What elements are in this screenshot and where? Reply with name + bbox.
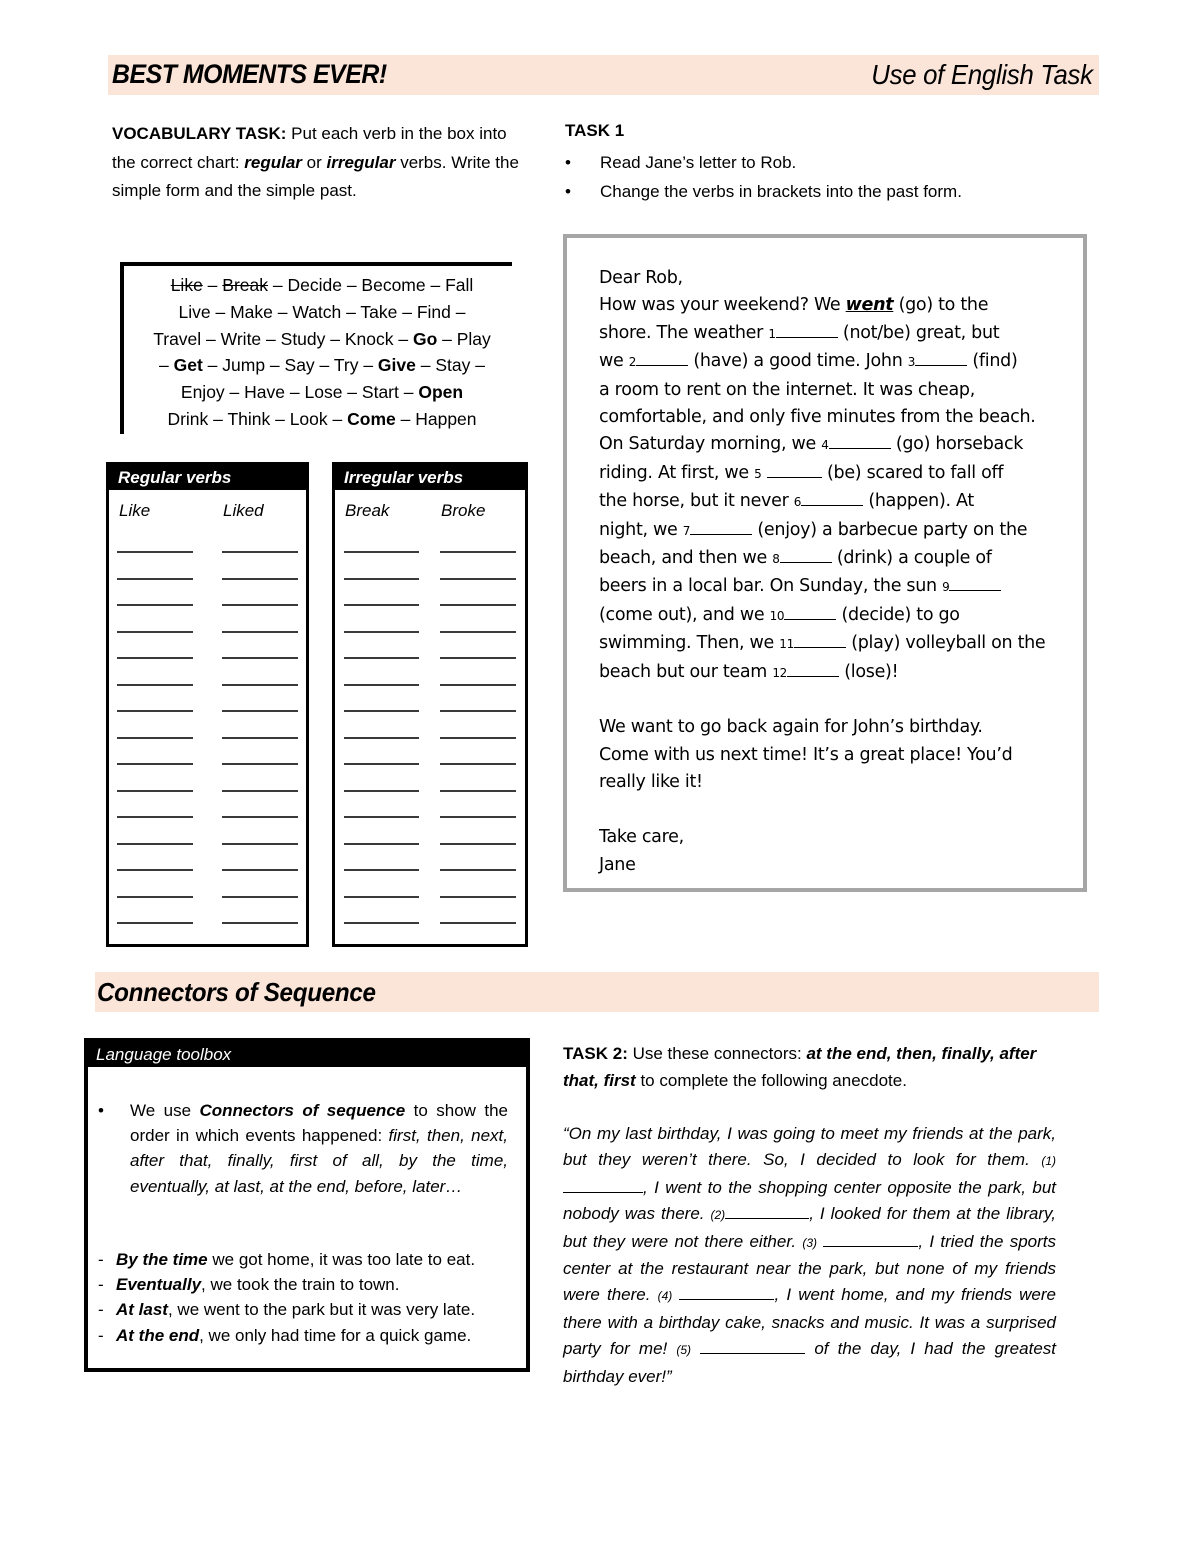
letter-line: [599, 517, 1079, 545]
answer-blank-line[interactable]: [222, 816, 298, 818]
story-text: , I went to the shopping center opposite the park, but nobody was there.: [563, 1177, 1056, 1224]
answer-blank-line[interactable]: [344, 657, 419, 659]
answer-blank-line[interactable]: [222, 710, 298, 712]
answer-blank-line[interactable]: [222, 922, 298, 924]
answer-blank-line[interactable]: [344, 790, 419, 792]
answer-blank-line[interactable]: [440, 896, 516, 898]
letter-text-segment: (be) scared to fall off: [821, 462, 1004, 483]
example-text: , we took the train to town.: [201, 1275, 400, 1295]
answer-blank[interactable]: [690, 520, 752, 535]
bullet-icon: •: [565, 153, 571, 172]
blank-number: 5: [754, 466, 762, 481]
task1-bullet-text: Change the verbs in brackets into the past form.: [600, 181, 962, 201]
answer-blank-line[interactable]: [222, 763, 298, 765]
toolbox-bullet-text: [98, 1098, 508, 1199]
blank-number: 11: [779, 637, 794, 652]
letter-text-segment: (enjoy) a barbecue party on the: [752, 519, 1028, 540]
task1-bullet-item: [565, 149, 962, 178]
verb-item: Stay: [435, 355, 471, 376]
answer-blank[interactable]: [636, 351, 688, 366]
example-connector: At the end: [116, 1325, 200, 1345]
example-answer: went: [845, 295, 894, 316]
dash-icon: -: [98, 1300, 104, 1320]
answer-blank-line[interactable]: [440, 710, 516, 712]
letter-text-segment: shore. The weather: [599, 322, 769, 343]
blank-number: 2: [628, 355, 637, 370]
task1-bullets: [565, 149, 962, 206]
toolbox-example: [98, 1297, 523, 1322]
answer-blank-line[interactable]: [344, 816, 419, 818]
irregular-keyword: irregular: [326, 152, 396, 172]
blank-number: (2): [710, 1208, 726, 1223]
blank-number: 12: [772, 665, 787, 680]
regular-verbs-header: Regular verbs: [109, 465, 306, 490]
example-connector: At last: [116, 1300, 168, 1320]
letter-text: [599, 265, 1079, 879]
blank-number: (1): [1041, 1154, 1056, 1169]
irregular-verbs-chart: [332, 462, 528, 947]
answer-blank-line[interactable]: [344, 604, 419, 606]
blank-number: 6: [793, 495, 802, 510]
letter-text-segment: (go) horseback: [890, 434, 1024, 455]
letter-text-segment: (have) a good time. John: [688, 351, 908, 372]
letter-text-segment: (drink) a couple of: [831, 548, 992, 569]
answer-blank[interactable]: [801, 491, 863, 506]
letter-line: [599, 573, 1079, 601]
section-title: Connectors of Sequence: [97, 977, 376, 1007]
letter-text-segment: How was your weekend? We: [599, 295, 846, 316]
answer-blank-line[interactable]: [344, 551, 419, 553]
answer-blank-line[interactable]: [344, 578, 419, 580]
answer-blank[interactable]: [794, 633, 846, 648]
verb-item: Open: [418, 382, 464, 403]
verb-item: Start: [361, 382, 399, 403]
verb-item: Travel: [153, 328, 202, 349]
letter-text-segment: riding. At first, we: [599, 462, 755, 483]
verb-item: Write: [220, 328, 262, 349]
letter-text-segment: (find): [967, 351, 1018, 372]
header-band: [108, 55, 1099, 95]
story-text: [672, 1285, 679, 1304]
answer-blank-line[interactable]: [222, 843, 298, 845]
letter-text-segment: (come out), and we: [599, 604, 770, 625]
letter-text-segment: we: [599, 351, 629, 372]
letter-text-segment: (lose)!: [839, 661, 899, 682]
example-text: we got home, it was too late to eat.: [207, 1250, 476, 1269]
example-text: , we only had time for a quick game.: [199, 1325, 472, 1345]
answer-blank-line[interactable]: [222, 869, 298, 871]
letter-closing-line: We want to go back again for John’s birthday.: [599, 717, 983, 738]
irregular-verbs-header: Irregular verbs: [335, 465, 525, 490]
verb-item: Have: [244, 382, 286, 403]
letter-line: [599, 292, 1079, 319]
answer-blank[interactable]: [725, 1204, 809, 1219]
blank-number: 1: [768, 326, 776, 341]
blank-number: 7: [682, 523, 691, 538]
toolbox-bullet-segment: to show the order in which events happened:: [130, 1101, 508, 1146]
vocabulary-instructions: [112, 120, 532, 206]
letter-line: [599, 320, 1079, 348]
blank-number: (3): [802, 1235, 818, 1250]
verb-item: Live: [178, 301, 211, 322]
verb-line: Live – Make – Watch – Take – Find –: [178, 301, 466, 322]
dash-icon: -: [98, 1250, 104, 1269]
answer-blank[interactable]: [787, 662, 839, 677]
answer-blank-line[interactable]: [117, 790, 193, 792]
verb-item: Come: [347, 408, 396, 429]
answer-blank-line[interactable]: [440, 551, 516, 553]
verb-item: Knock: [344, 328, 394, 349]
answer-blank-line[interactable]: [117, 737, 193, 739]
answer-blank-line[interactable]: [440, 790, 516, 792]
story-text: , I tried the sports center at the restaurant near the park, but none of my friends were there.: [563, 1231, 1056, 1305]
answer-blank-line[interactable]: [344, 869, 419, 871]
task1-bullet-item: [565, 178, 962, 207]
example-connector: By the time: [116, 1250, 208, 1269]
answer-blank-line[interactable]: [222, 604, 298, 606]
answer-blank-line[interactable]: [344, 684, 419, 686]
answer-blank-line[interactable]: [440, 869, 516, 871]
letter-line: [599, 488, 1079, 516]
toolbox-bullet: [98, 1098, 508, 1199]
letter-text-segment: (decide) to go: [836, 604, 960, 625]
regular-verbs-chart: [106, 462, 309, 947]
answer-blank-line[interactable]: [344, 710, 419, 712]
letter-text-segment: On Saturday morning, we: [599, 434, 822, 455]
toolbox-header: Language toolbox: [88, 1042, 526, 1067]
letter-line: [599, 404, 1079, 431]
letter-greeting: Dear Rob,: [599, 268, 683, 288]
answer-blank-line[interactable]: [440, 578, 516, 580]
answer-blank-line[interactable]: [440, 737, 516, 739]
letter-text-segment: night, we: [599, 519, 683, 540]
answer-blank-line[interactable]: [117, 631, 193, 633]
letter-line: [599, 630, 1079, 658]
letter-line: [599, 545, 1079, 573]
letter-text-segment: beach but our team: [599, 661, 773, 682]
verb-item: Drink: [167, 408, 209, 429]
task2-instruction-end: to complete the following anecdote.: [635, 1070, 907, 1090]
answer-blank-line[interactable]: [222, 684, 298, 686]
bullet-icon: •: [565, 181, 571, 201]
worksheet-subtitle: Use of English Task: [871, 59, 1093, 90]
verb-item: Break: [222, 275, 268, 295]
letter-body: [599, 292, 1079, 687]
answer-blank-line[interactable]: [117, 604, 193, 606]
answer-blank-line[interactable]: [117, 578, 193, 580]
letter-line: [599, 377, 1079, 404]
verb-item: Play: [456, 328, 491, 349]
story-text: [691, 1339, 700, 1358]
story-text: , I looked for them at the library, but they were not there either.: [563, 1204, 1056, 1251]
irregular-example-past: Broke: [441, 501, 486, 520]
answer-blank-line[interactable]: [222, 631, 298, 633]
example-text: , we went to the park but it was very late.: [167, 1300, 476, 1320]
answer-blank-line[interactable]: [344, 737, 419, 739]
toolbox-bullet-segment: We use: [130, 1101, 200, 1120]
answer-blank[interactable]: [563, 1178, 643, 1193]
example-connector: Eventually: [116, 1275, 202, 1295]
letter-line: [599, 431, 1079, 459]
regular-example-past: Liked: [223, 501, 264, 520]
verb-item: Try: [333, 355, 359, 376]
answer-blank-line[interactable]: [344, 631, 419, 633]
answer-blank-line[interactable]: [440, 816, 516, 818]
toolbox-example: [98, 1247, 523, 1272]
letter-closing-line: Come with us next time! It’s a great place! You’d: [599, 744, 1013, 765]
answer-blank-line[interactable]: [117, 922, 193, 924]
toolbox-bullet-segment: first, then, next, after that, finally, first of all, by the time, eventually, at last, at the end, before, later…: [130, 1126, 508, 1196]
verb-item: Find: [416, 301, 451, 322]
letter-text-segment: (not/be) great, but: [837, 322, 1000, 343]
verb-line: Drink – Think – Look – Come – Happen: [167, 408, 477, 429]
letter-text-segment: (happen). At: [863, 491, 974, 512]
letter-line: [599, 348, 1079, 376]
letter-text-segment: (play) volleyball on the: [845, 633, 1046, 654]
answer-blank-line[interactable]: [440, 763, 516, 765]
toolbox-examples: [98, 1247, 523, 1348]
verb-item: Take: [360, 301, 398, 322]
regular-keyword: regular: [244, 152, 302, 172]
verb-item: Make: [230, 301, 273, 322]
verb-item: Become: [361, 275, 426, 295]
verb-item: Look: [289, 408, 328, 429]
verb-box: [120, 262, 512, 434]
answer-blank-line[interactable]: [117, 710, 193, 712]
answer-blank-line[interactable]: [222, 790, 298, 792]
task1-bullet-text: Read Jane’s letter to Rob.: [600, 153, 797, 172]
verb-list: [132, 272, 512, 433]
vocabulary-instruction-text-2: verbs. Write the simple form and the simple past.: [112, 152, 519, 200]
verb-item: Like: [170, 275, 203, 295]
answer-blank[interactable]: [823, 1232, 918, 1247]
answer-blank[interactable]: [949, 576, 1001, 591]
answer-blank-line[interactable]: [117, 843, 193, 845]
answer-blank-line[interactable]: [344, 763, 419, 765]
answer-blank-line[interactable]: [117, 869, 193, 871]
verb-line: Like – Break – Decide – Become – Fall: [170, 275, 474, 295]
answer-blank-line[interactable]: [117, 896, 193, 898]
verb-item: Think: [227, 408, 271, 429]
task2-label: TASK 2:: [563, 1044, 628, 1063]
letter-text-segment: beach, and then we: [599, 548, 773, 569]
verb-line: Travel – Write – Study – Knock – Go – Play: [153, 328, 491, 349]
blank-number: (5): [676, 1343, 692, 1358]
letter-box: [563, 234, 1087, 892]
verb-item: Go: [412, 328, 438, 349]
verb-item: Happen: [415, 408, 477, 429]
verb-item: Jump: [222, 355, 266, 376]
toolbox-bullet-segment: Connectors of sequence: [199, 1101, 406, 1120]
letter-text-segment: swimming. Then, we: [599, 633, 780, 654]
answer-blank[interactable]: [776, 323, 838, 338]
worksheet-title: BEST MOMENTS EVER!: [112, 59, 387, 89]
story-text: , I went home, and my friends were there with a birthday cake, snacks and music. It was a surprised party for me!: [563, 1285, 1057, 1359]
task1-title: TASK 1: [565, 121, 625, 140]
letter-text-segment: the horse, but it never: [599, 491, 794, 512]
language-toolbox: [84, 1038, 530, 1372]
vocabulary-instruction-text: Put each verb in the box into the correct chart:: [112, 124, 507, 172]
irregular-example-simple: Break: [345, 501, 390, 520]
letter-signature: Jane: [599, 854, 636, 875]
blank-number: 9: [942, 580, 950, 595]
answer-blank[interactable]: [767, 463, 822, 478]
answer-blank[interactable]: [700, 1339, 805, 1354]
answer-blank-line[interactable]: [117, 684, 193, 686]
blank-number: 4: [821, 438, 829, 453]
answer-blank-line[interactable]: [440, 843, 516, 845]
toolbox-example: [98, 1323, 523, 1348]
answer-blank-line[interactable]: [117, 816, 193, 818]
story-text: of the day, I had the greatest birthday ever!”: [563, 1339, 1056, 1386]
task2-instructions: [563, 1041, 1058, 1094]
letter-text-segment: a room to rent on the internet. It was cheap,: [599, 379, 975, 400]
verb-item: Lose: [304, 382, 343, 403]
answer-blank-line[interactable]: [440, 631, 516, 633]
answer-blank-line[interactable]: [440, 922, 516, 924]
answer-blank[interactable]: [829, 434, 891, 449]
vocabulary-label: VOCABULARY TASK:: [112, 124, 287, 143]
verb-item: Enjoy: [180, 382, 225, 403]
letter-text-segment: comfortable, and only five minutes from the beach.: [599, 407, 1036, 428]
answer-blank-line[interactable]: [222, 657, 298, 659]
answer-blank-line[interactable]: [344, 843, 419, 845]
task2-instruction-text: Use these connectors:: [627, 1044, 807, 1063]
letter-line: [599, 460, 1079, 488]
answer-blank-line[interactable]: [344, 896, 419, 898]
answer-blank-line[interactable]: [440, 657, 516, 659]
answer-blank-line[interactable]: [344, 922, 419, 924]
verb-item: Say: [284, 355, 315, 376]
bullet-icon: •: [98, 1101, 104, 1120]
letter-line: [599, 602, 1079, 630]
story-text: “On my last birthday, I was going to meet my friends at the park, but they weren’t there. So, I decided to look for them.: [563, 1124, 1056, 1170]
verb-item: Watch: [292, 301, 342, 322]
answer-blank-line[interactable]: [117, 657, 193, 659]
dash-icon: -: [98, 1325, 104, 1345]
letter-closing-line: really like it!: [599, 772, 703, 793]
answer-blank[interactable]: [784, 605, 836, 620]
blank-number: (4): [657, 1289, 673, 1304]
verb-line: Enjoy – Have – Lose – Start – Open: [180, 382, 464, 403]
answer-blank[interactable]: [780, 548, 832, 563]
answer-blank[interactable]: [915, 351, 967, 366]
verb-item: Decide: [287, 275, 342, 295]
answer-blank-line[interactable]: [440, 604, 516, 606]
answer-blank-line[interactable]: [222, 578, 298, 580]
toolbox-example: [98, 1272, 523, 1297]
letter-text-segment: beers in a local bar. On Sunday, the sun: [599, 576, 943, 597]
answer-blank-line[interactable]: [117, 551, 193, 553]
letter-signoff: Take care,: [599, 827, 684, 848]
letter-text-segment: (go) to the: [893, 295, 989, 316]
answer-blank-line[interactable]: [440, 684, 516, 686]
answer-blank[interactable]: [679, 1285, 774, 1300]
answer-blank-line[interactable]: [222, 551, 298, 553]
task2-connector-list: at the end, then, finally, after that, first: [563, 1044, 1037, 1090]
blank-number: 10: [769, 608, 785, 623]
dash-icon: -: [98, 1275, 104, 1295]
verb-line: – Get – Jump – Say – Try – Give – Stay –: [159, 355, 485, 376]
connectors-section-band: [95, 972, 1099, 1012]
regular-example-simple: Like: [119, 501, 151, 520]
verb-item: Get: [173, 355, 203, 376]
task2-anecdote: [563, 1121, 1056, 1390]
verb-item: Give: [377, 355, 416, 376]
verb-item: Study: [280, 328, 326, 349]
answer-blank-line[interactable]: [222, 737, 298, 739]
verb-item: Fall: [445, 275, 474, 295]
blank-number: 3: [907, 355, 916, 370]
answer-blank-line[interactable]: [222, 896, 298, 898]
answer-blank-line[interactable]: [117, 763, 193, 765]
blank-number: 8: [772, 552, 780, 567]
letter-line: [599, 659, 1079, 687]
or-text: or: [301, 152, 327, 172]
